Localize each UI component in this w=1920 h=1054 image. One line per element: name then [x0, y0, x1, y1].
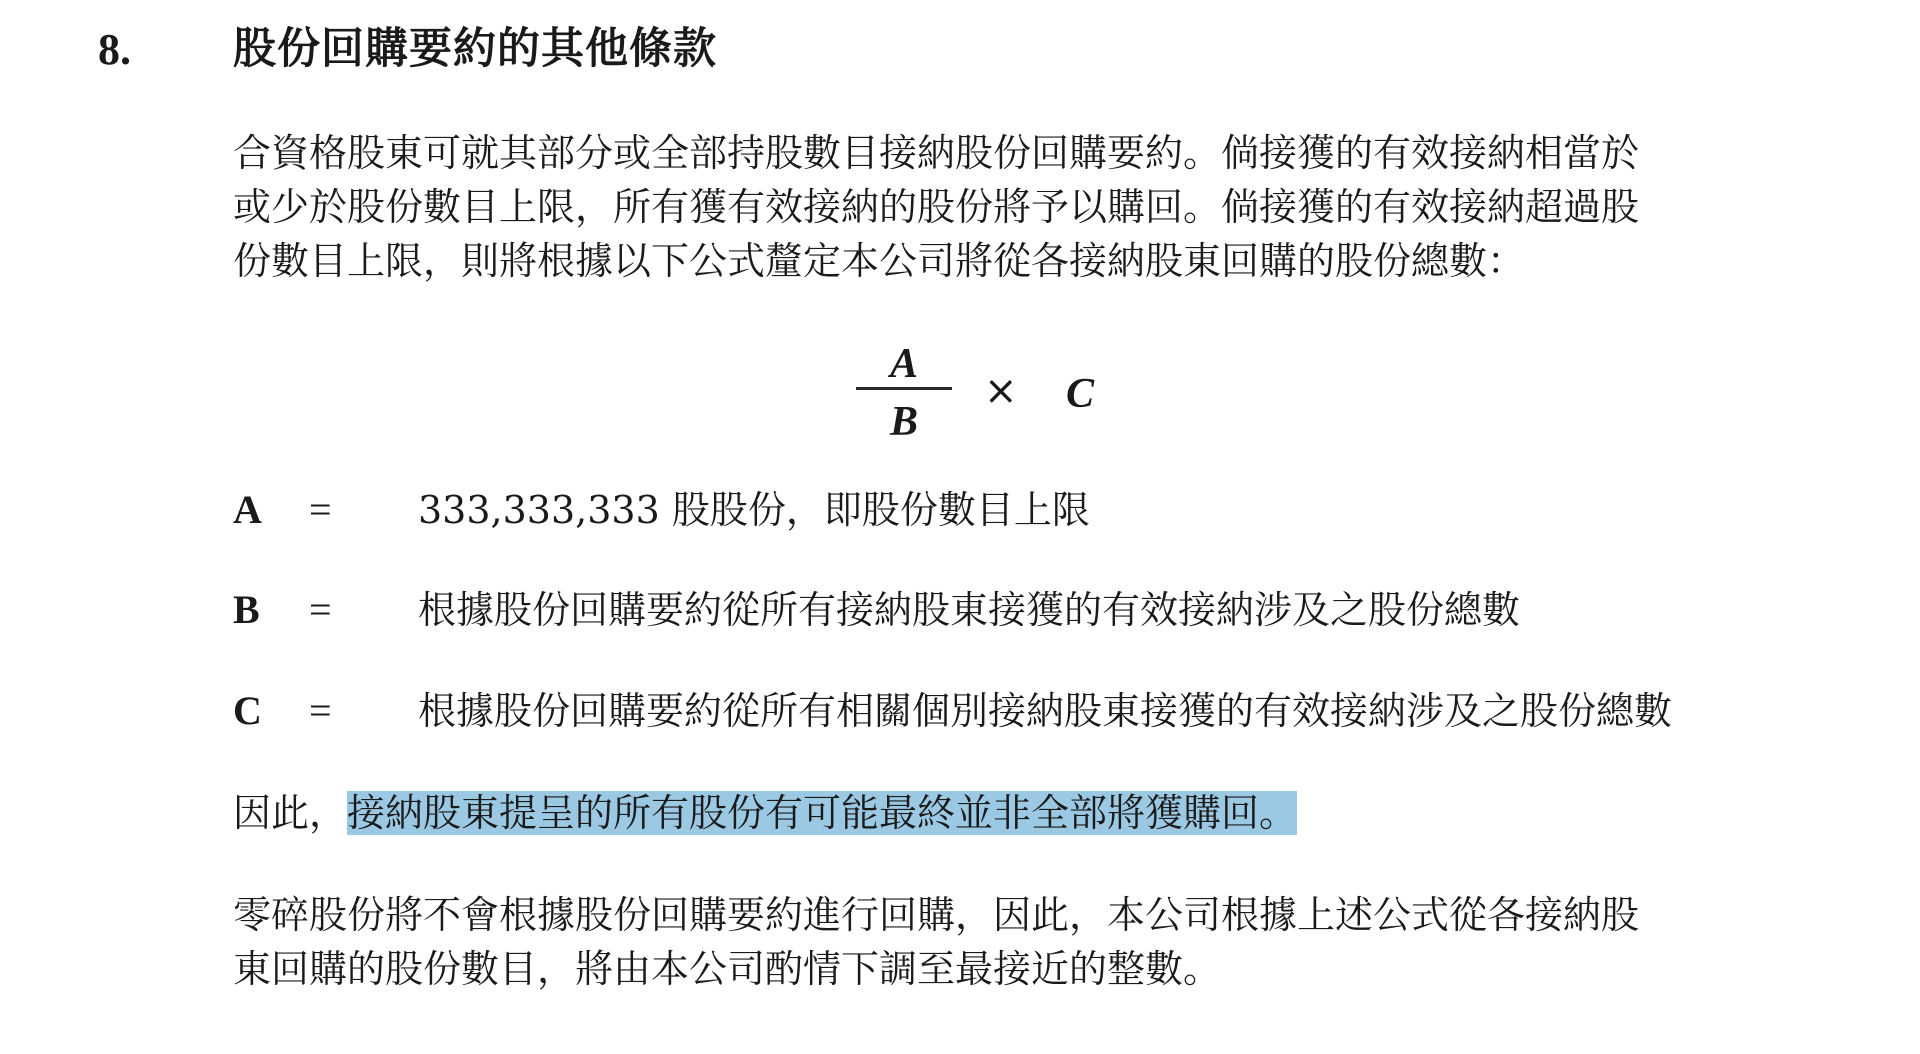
- paragraph-line: 或少於股份數目上限，所有獲有效接納的股份將予以購回。倘接獲的有效接納超過股: [233, 185, 1640, 229]
- definition-symbol: A: [233, 487, 262, 532]
- definition-equals: =: [309, 688, 332, 733]
- definition-equals: =: [309, 587, 332, 632]
- paragraph-line: 東回購的股份數目，將由本公司酌情下調至最接近的整數。: [233, 947, 1222, 991]
- consequence-prefix: 因此，: [233, 791, 348, 835]
- definition-symbol: C: [233, 688, 262, 733]
- formula-multiplier: C: [1066, 371, 1095, 417]
- fraction-bar: [856, 387, 952, 390]
- definition-text: 根據股份回購要約從所有接納股東接獲的有效接納涉及之股份總數: [418, 588, 1521, 632]
- formula-numerator: A: [889, 341, 918, 387]
- paragraph-acceptance-rules: [233, 126, 1793, 288]
- paragraph-fractional-shares: [233, 888, 1793, 996]
- multiply-operator: ×: [984, 368, 1018, 414]
- selected-text-highlight[interactable]: 接納股東提呈的所有股份有可能最終並非全部將獲購回。: [347, 791, 1298, 835]
- paragraph-consequence: [233, 786, 1793, 840]
- definition-text: 根據股份回購要約從所有相關個別接納股東接獲的有效接納涉及之股份總數: [418, 689, 1673, 733]
- formula-denominator: B: [889, 399, 918, 445]
- paragraph-line: 份數目上限，則將根據以下公式釐定本公司將從各接納股東回購的股份總數：: [233, 239, 1526, 283]
- section-title: 股份回購要約的其他條款: [233, 24, 717, 74]
- paragraph-line: 合資格股東可就其部分或全部持股數目接納股份回購要約。倘接獲的有效接納相當於: [233, 131, 1640, 175]
- allocation-formula: [856, 340, 1116, 460]
- definition-symbol: B: [233, 587, 260, 632]
- paragraph-line: 零碎股份將不會根據股份回購要約進行回購，因此，本公司根據上述公式從各接納股: [233, 893, 1640, 937]
- section-number: 8.: [98, 25, 131, 74]
- definition-text: 333,333,333 股股份，即股份數目上限: [418, 488, 1090, 532]
- definition-equals: =: [309, 487, 332, 532]
